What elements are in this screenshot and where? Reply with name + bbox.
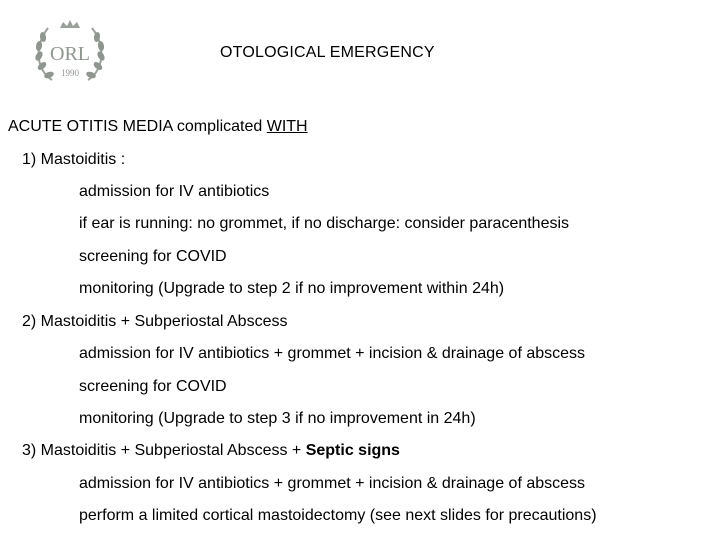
- section-2-item: screening for COVID: [79, 378, 227, 395]
- logo-text: ORL: [50, 43, 90, 65]
- laurel-wreath-icon: [30, 18, 110, 90]
- section-1-label: 1) Mastoiditis :: [22, 151, 126, 168]
- section-1-item: if ear is running: no grommet, if no discharge: consider paracenthesis: [79, 215, 570, 232]
- section-1-item: monitoring (Upgrade to step 2 if no improvement within 24h): [79, 280, 505, 297]
- section-2-item: monitoring (Upgrade to step 3 if no improvement in 24h): [79, 410, 476, 427]
- heading-underlined: WITH: [266, 118, 308, 135]
- section-3-item: admission for IV antibiotics + grommet + incision & drainage of abscess: [79, 475, 586, 492]
- section-2-label: 2) Mastoiditis + Subperiostal Abscess: [22, 313, 288, 330]
- heading-prefix: ACUTE OTITIS MEDIA complicated: [8, 118, 267, 135]
- section-2-item: admission for IV antibiotics + grommet + incision & drainage of abscess: [79, 345, 586, 362]
- logo-year: 1990: [61, 68, 79, 78]
- section-3-label: [22, 442, 400, 460]
- section-heading: [8, 118, 308, 136]
- section-1-item: admission for IV antibiotics: [79, 183, 270, 200]
- section-3-item: perform a limited cortical mastoidectomy (see next slides for precautions): [79, 507, 597, 524]
- section-1-item: screening for COVID: [79, 248, 227, 265]
- page-title: OTOLOGICAL EMERGENCY: [220, 44, 435, 61]
- section-3-label-prefix: 3) Mastoiditis + Subperiostal Abscess +: [22, 442, 306, 459]
- septic-signs-label: Septic signs: [305, 442, 400, 459]
- orl-logo: [30, 18, 110, 90]
